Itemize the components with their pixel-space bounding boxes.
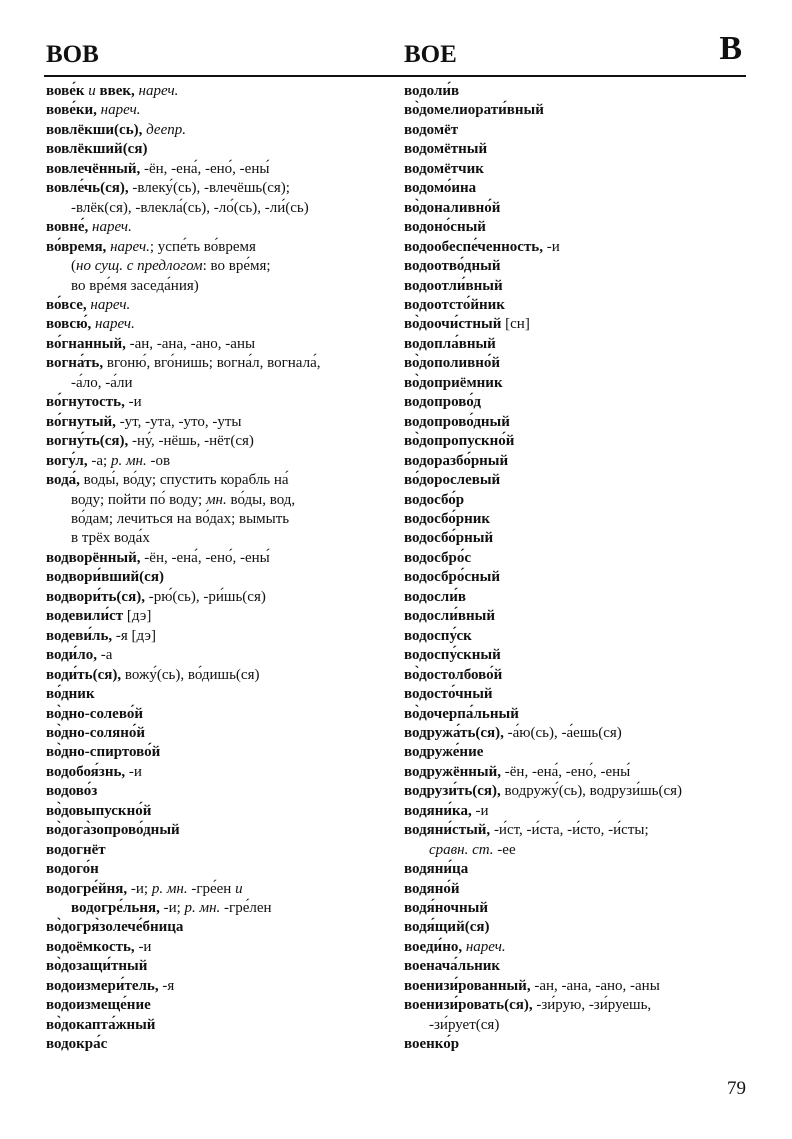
dictionary-entry-line (404, 491, 749, 510)
headword: водяни́ца (404, 861, 469, 878)
entry-text: -ов (146, 452, 171, 469)
dictionary-entry-line (46, 743, 401, 762)
grammar-note: нареч. (95, 316, 135, 333)
dictionary-entry-line (404, 179, 749, 198)
headword: ввек, (95, 83, 139, 99)
dictionary-entry-line (404, 724, 749, 743)
entry-text: -а; (91, 452, 111, 469)
headword: вове́к (46, 83, 89, 99)
headword: во̀доналивно́й (404, 199, 501, 216)
headword: во́гнанный, (46, 335, 130, 352)
entry-text: -ну́, -нёшь, -нёт(ся) (132, 433, 254, 450)
headword: во̀достолбово́й (404, 666, 503, 683)
dictionary-entry-line (404, 918, 749, 937)
dictionary-entry-line (404, 646, 749, 665)
dictionary-entry-line (404, 413, 749, 432)
headword: во̀дно-соляно́й (46, 724, 146, 741)
entry-text: -зи́рует(ся) (429, 1016, 500, 1033)
header-rule (44, 75, 746, 77)
headword: водоли́в (404, 83, 460, 99)
headword: водя́ночный (404, 900, 488, 917)
entry-text: -я (162, 977, 175, 994)
dictionary-entry-line (404, 568, 749, 587)
dictionary-entry-line (46, 82, 401, 101)
headword: водяни́ка, (404, 802, 476, 819)
headword: водвори́вший(ся) (46, 569, 164, 586)
entry-text: [дэ] (126, 608, 152, 625)
dictionary-entry-line (46, 996, 401, 1015)
entry-text: во вре́мя заседа́ния) (71, 277, 199, 294)
entry-text: -ён, -ена́, -ено́, -ены́ (504, 763, 631, 780)
dictionary-entry-line (404, 977, 749, 996)
dictionary-entry-line (46, 763, 401, 782)
headword: во̀дозащи́тный (46, 958, 148, 975)
entry-text: ; успе́ть во́время (149, 238, 256, 255)
entry-text: -ан, -ана, -ано, -аны (129, 335, 256, 352)
headword: водобоя́знь, (46, 763, 129, 780)
dictionary-entry-line (404, 140, 749, 159)
dictionary-entry-line (404, 335, 749, 354)
headword: водопрово́д (404, 394, 481, 411)
headword: во́дник (46, 686, 95, 703)
entry-text: в трёх вода́х (71, 530, 150, 547)
dictionary-entry-line (404, 315, 749, 334)
headword: военко́р (404, 1036, 460, 1053)
left-column (46, 82, 401, 1055)
entry-text: -и (138, 938, 152, 955)
grammar-note: р. мн. (151, 880, 188, 897)
dictionary-entry-line (46, 510, 401, 529)
headword: во̀допропускно́й (404, 433, 515, 450)
headword: во̀догря̀золече́бница (46, 919, 184, 936)
dictionary-entry-line (404, 705, 749, 724)
dictionary-entry-line (404, 238, 749, 257)
grammar-note: нареч. (100, 102, 141, 119)
headword: во̀дно-солево́й (46, 705, 143, 722)
grammar-note: деепр. (146, 121, 186, 138)
dictionary-entry-line (46, 568, 401, 587)
grammar-note: нареч. (92, 219, 132, 236)
headword: вогна́ть, (46, 355, 107, 372)
dictionary-entry-line (46, 646, 401, 665)
dictionary-entry-line (404, 627, 749, 646)
grammar-note: и (88, 83, 96, 99)
entry-text: во́ды, вод, (226, 491, 296, 508)
headword: во̀дополивно́й (404, 355, 501, 372)
headword: водоёмкость, (46, 938, 139, 955)
entry-text: -я [дэ] (115, 627, 156, 644)
headword: водеви́ль, (46, 627, 116, 644)
headword: водосбро́с (404, 549, 471, 566)
headword: военача́льник (404, 958, 501, 975)
headword: вовле́чь(ся), (46, 180, 133, 197)
dictionary-entry-line (46, 199, 401, 218)
headword: водяно́й (404, 880, 460, 897)
dictionary-entry-line (46, 257, 401, 276)
entry-text: -и (128, 763, 142, 780)
dictionary-entry-line (46, 374, 401, 393)
dictionary-entry-line (404, 899, 749, 918)
headword: во́все, (46, 296, 91, 313)
entry-text: -рю́(сь), -ри́шь(ся) (148, 588, 266, 605)
headword: во̀довыпускно́й (46, 802, 152, 819)
dictionary-entry-line (46, 627, 401, 646)
dictionary-entry-line (46, 393, 401, 412)
dictionary-entry-line (46, 277, 401, 296)
dictionary-entry-line (404, 841, 749, 860)
headword: вовне́, (46, 219, 93, 236)
headword: водосбо́рник (404, 510, 491, 527)
dictionary-entry-line (404, 452, 749, 471)
headword: водосли́вный (404, 608, 495, 625)
entry-text: -влеку́(сь), -влечёшь(ся); (132, 180, 290, 197)
entry-text: -и́ст, -и́ста, -и́сто, -и́сты; (493, 822, 649, 839)
headword: водоно́сный (404, 219, 486, 236)
dictionary-entry-line (404, 432, 749, 451)
dictionary-entry-line (46, 802, 401, 821)
dictionary-entry-line (46, 821, 401, 840)
headword: водяни́стый, (404, 822, 494, 839)
dictionary-entry-line (404, 821, 749, 840)
dictionary-entry-line (46, 296, 401, 315)
dictionary-entry-line (46, 957, 401, 976)
entry-text: -а́ю(сь), -а́ешь(ся) (507, 724, 622, 741)
dictionary-entry-line (46, 160, 401, 179)
headword: водопла́вный (404, 335, 496, 352)
dictionary-entry-line (404, 277, 749, 296)
headword: водово́з (46, 783, 98, 800)
dictionary-entry-line (404, 1035, 749, 1054)
headword: вогну́ть(ся), (46, 433, 133, 450)
headword: воеди́но, (404, 938, 466, 955)
headword: вове́ки, (46, 102, 101, 119)
entry-text: -влёк(ся), -влекла́(сь), -ло́(сь), -ли́(сь) (71, 199, 309, 216)
entry-text: вожу́(сь), во́дишь(ся) (124, 666, 260, 683)
headword: во̀докапта́жный (46, 1016, 156, 1033)
dictionary-entry-line (46, 315, 401, 334)
headword: водого́н (46, 861, 99, 878)
dictionary-entry-line (404, 257, 749, 276)
headword: вовлёкши(сь), (46, 121, 147, 138)
dictionary-entry-line (46, 880, 401, 899)
dictionary-entry-line (46, 918, 401, 937)
dictionary-entry-line (46, 841, 401, 860)
headword: во́гнутый, (46, 413, 120, 430)
entry-text: -и; (163, 900, 185, 917)
dictionary-entry-line (46, 471, 401, 490)
headword: водя́щий(ся) (404, 919, 490, 936)
dictionary-entry-line (404, 802, 749, 821)
headword: водоизмери́тель, (46, 977, 163, 994)
grammar-note: р. мн. (184, 900, 221, 917)
entry-text: -гре́лен (220, 900, 272, 917)
dictionary-entry-line (46, 705, 401, 724)
entry-text: [сн] (505, 316, 530, 333)
headword: водружённый, (404, 763, 505, 780)
headword: водосбо́р (404, 491, 465, 508)
headword: во̀дога̀зопрово́дный (46, 822, 180, 839)
dictionary-entry-line (46, 588, 401, 607)
page-number: 79 (727, 1078, 746, 1099)
headword: вовсю́, (46, 316, 96, 333)
grammar-note: нареч. (90, 296, 131, 313)
dictionary-entry-line (46, 218, 401, 237)
entry-text: -зи́рую, -зи́руешь, (536, 997, 652, 1014)
grammar-note: мн. (205, 491, 227, 508)
grammar-note: и (235, 880, 243, 897)
headword: во̀доочи́стный (404, 316, 506, 333)
headword: во̀домелиорати́вный (404, 102, 544, 119)
running-head-center: ВОЕ (404, 41, 457, 68)
headword: водосто́чный (404, 686, 493, 703)
headword: вода́, (46, 472, 84, 489)
headword: водообеспе́ченность, (404, 238, 547, 255)
headword: водоизмеще́ние (46, 997, 151, 1014)
grammar-note: нареч. (138, 83, 179, 99)
headword: водворённый, (46, 549, 145, 566)
headword: водомо́ина (404, 180, 477, 197)
dictionary-entry-line (46, 938, 401, 957)
headword: водоотсто́йник (404, 296, 505, 313)
headword: води́ть(ся), (46, 666, 125, 683)
headword: во̀дочерпа́льный (404, 705, 519, 722)
dictionary-entry-line (404, 82, 749, 101)
dictionary-entry-line (404, 957, 749, 976)
grammar-note: нареч. (110, 238, 150, 255)
dictionary-entry-line (46, 238, 401, 257)
dictionary-entry-line (46, 549, 401, 568)
dictionary-entry-line (404, 743, 749, 762)
headword: водоспу́скный (404, 647, 501, 664)
right-column (404, 82, 749, 1055)
dictionary-entry-line (46, 101, 401, 120)
headword: водогнёт (46, 841, 106, 858)
headword: водоразбо́рный (404, 452, 509, 469)
grammar-note: нареч. (465, 938, 506, 955)
dictionary-entry-line (46, 607, 401, 626)
headword: водевили́ст (46, 608, 127, 625)
dictionary-entry-line (46, 121, 401, 140)
dictionary-entry-line (46, 452, 401, 471)
entry-text: -гре́ен (187, 880, 236, 897)
dictionary-entry-line (404, 549, 749, 568)
headword: водрузи́ть(ся), (404, 783, 505, 800)
entry-text: -и; (130, 880, 152, 897)
headword: водомётчик (404, 160, 484, 177)
headword: водоспу́ск (404, 627, 472, 644)
dictionary-entry-line (46, 179, 401, 198)
entry-text: воду; пойти по́ воду; (71, 491, 206, 508)
headword: военизи́ровать(ся), (404, 997, 537, 1014)
dictionary-entry-line (46, 432, 401, 451)
entry-text: -ее (493, 841, 516, 858)
entry-text: : во вре́мя; (202, 258, 271, 275)
headword: водогре́льня, (71, 900, 164, 917)
headword: води́ло, (46, 647, 101, 664)
grammar-note: сравн. ст. (429, 841, 494, 858)
dictionary-entry-line (404, 607, 749, 626)
dictionary-entry-line (46, 491, 401, 510)
headword: военизи́рованный, (404, 977, 535, 994)
dictionary-entry-line (404, 880, 749, 899)
headword: водомёт (404, 121, 459, 138)
dictionary-entry-line (46, 1016, 401, 1035)
dictionary-entry-line (404, 471, 749, 490)
dictionary-entry-line (404, 860, 749, 879)
entry-text: водружу́(сь), водрузи́шь(ся) (504, 783, 683, 800)
headword: водруже́ние (404, 744, 484, 761)
headword: вовлёкший(ся) (46, 141, 148, 158)
headword: водосбро́сный (404, 569, 500, 586)
dictionary-entry-line (404, 354, 749, 373)
dictionary-entry-line (46, 782, 401, 801)
dictionary-entry-line (46, 666, 401, 685)
dictionary-entry-line (46, 413, 401, 432)
dictionary-entry-line (46, 529, 401, 548)
dictionary-entry-line (404, 510, 749, 529)
headword: водосли́в (404, 588, 466, 605)
dictionary-entry-line (404, 218, 749, 237)
entry-text: ( (71, 258, 76, 275)
dictionary-entry-line (404, 374, 749, 393)
headword: во́гнутость, (46, 394, 129, 411)
dictionary-entry-line (404, 393, 749, 412)
headword: водомётный (404, 141, 488, 158)
dictionary-entry-line (404, 160, 749, 179)
headword: водокра́с (46, 1036, 108, 1053)
dictionary-entry-line (404, 782, 749, 801)
headword: водогре́йня, (46, 880, 131, 897)
dictionary-entry-line (404, 121, 749, 140)
headword: водоотли́вный (404, 277, 503, 294)
dictionary-entry-line (404, 685, 749, 704)
headword: водоотво́дный (404, 258, 501, 275)
grammar-note: р. мн. (110, 452, 147, 469)
dictionary-entry-line (46, 354, 401, 373)
dictionary-entry-line (46, 1035, 401, 1054)
dictionary-entry-line (46, 335, 401, 354)
dictionary-entry-line (404, 763, 749, 782)
dictionary-entry-line (404, 588, 749, 607)
entry-text: воды́, во́ду; спустить корабль на́ (83, 472, 289, 489)
section-letter: В (719, 30, 742, 67)
dictionary-entry-line (404, 199, 749, 218)
dictionary-entry-line (46, 140, 401, 159)
entry-text: -ён, -ена́, -ено́, -ены́ (144, 549, 270, 566)
dictionary-entry-line (46, 685, 401, 704)
entry-text: вгоню́, вго́нишь; вогна́л, вогнала́, (106, 355, 321, 372)
grammar-note: но сущ. с предлогом (76, 258, 203, 275)
dictionary-entry-line (404, 996, 749, 1015)
headword: водосбо́рный (404, 530, 494, 547)
dictionary-entry-line (404, 101, 749, 120)
headword: во́время, (46, 238, 111, 255)
entry-text: -а (100, 647, 113, 664)
entry-text: -и (546, 238, 560, 255)
entry-text: -ут, -ута, -уто, -уты (119, 413, 242, 430)
dictionary-entry-line (46, 899, 401, 918)
headword: во́дорослевый (404, 472, 501, 489)
dictionary-entry-line (404, 296, 749, 315)
entry-text: -и (128, 394, 142, 411)
dictionary-entry-line (404, 938, 749, 957)
entry-text: -а́ло, -а́ли (71, 374, 133, 391)
headword: водопрово́дный (404, 413, 510, 430)
headword: вогу́л, (46, 452, 92, 469)
dictionary-entry-line (404, 1016, 749, 1035)
dictionary-entry-line (46, 860, 401, 879)
headword: водружа́ть(ся), (404, 724, 508, 741)
running-head-left: ВОВ (46, 41, 99, 68)
dictionary-entry-line (46, 977, 401, 996)
dictionary-entry-line (404, 666, 749, 685)
entry-text: во́дам; лечиться на во́дах; вымыть (71, 510, 290, 527)
entry-text: -ён, -ена́, -ено́, -ены́ (143, 160, 270, 177)
headword: во̀дно-спиртово́й (46, 744, 161, 761)
dictionary-entry-line (404, 529, 749, 548)
entry-text: -и (475, 802, 489, 819)
headword: водвори́ть(ся), (46, 588, 149, 605)
headword: во̀доприёмник (404, 374, 503, 391)
dictionary-entry-line (46, 724, 401, 743)
headword: вовлечённый, (46, 160, 144, 177)
entry-text: -ан, -ана, -ано, -аны (534, 977, 660, 994)
